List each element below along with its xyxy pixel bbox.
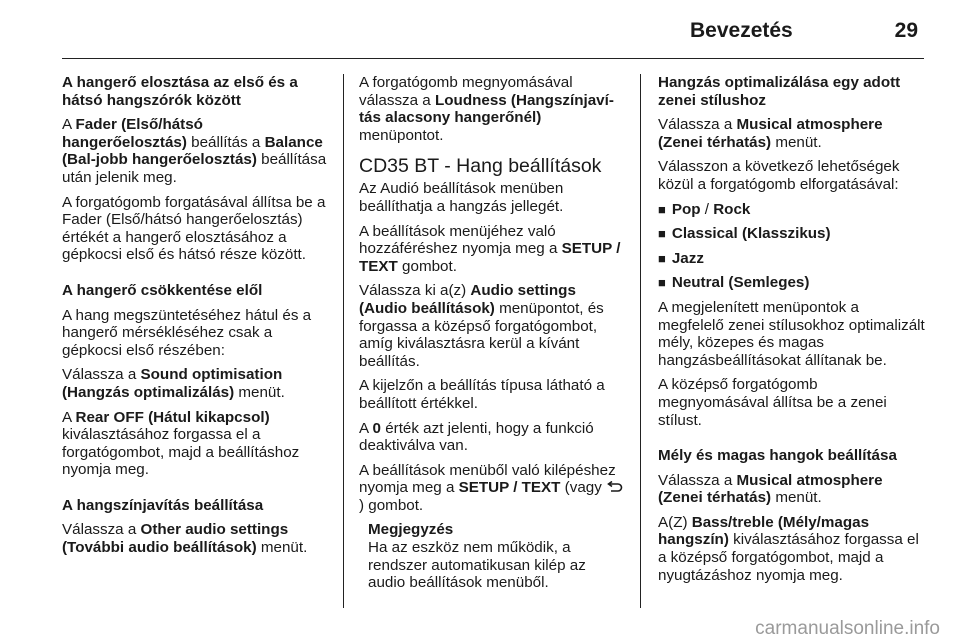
watermark: carmanualsonline.info: [755, 618, 940, 639]
back-arrow-icon: [606, 480, 624, 492]
column-3: [658, 74, 928, 591]
paragraph: A hang megszüntetéséhez hátul és a hangerő mérsékléséhez csak a gépkocsi első részében:: [62, 306, 312, 359]
paragraph: A beállítások menüjéhez való hozzáféréshez nyomja meg a SETUP / TEXT gombot.: [359, 222, 621, 275]
bullet-icon: ■: [658, 226, 666, 242]
paragraph: A beállítások menüből való kilépéshez nyomja meg a SETUP / TEXT (vagy ) gombot.: [359, 462, 627, 515]
paragraph: A kijelzőn a beállítás típusa látható a beállított értékkel.: [359, 377, 605, 412]
page-number: 29: [894, 19, 918, 42]
paragraph: Válasszon a következő lehetőségek közül a forgatógomb elforgatásával:: [658, 158, 900, 193]
header-rule: [62, 58, 924, 59]
section-heading-fader: A hangerő elosztása az első és a hátsó hangszórók között: [62, 74, 298, 109]
section-heading-music-style: Hangzás optimalizálása egy adott zenei stílushoz: [658, 74, 901, 109]
paragraph: A megjelenített menüpontok a megfelelő zenei stílusokhoz optimalizált mély, közepes és magas hangzásbeállításokat állítanak be.: [658, 298, 925, 369]
paragraph: A forgatógomb forgatásával állítsa be a Fader (Első/hátsó hangerőelosztás) értékét a hangerő elosztásához a gépkocsi első és hátsó része között.: [62, 193, 326, 264]
list-item: ■ Classical (Klasszikus): [658, 225, 831, 243]
paragraph: Válassza a Musical atmosphere (Zenei térhatás) menüt.: [658, 471, 883, 507]
section-heading-bass-treble: Mély és magas hangok beállítása: [658, 447, 897, 465]
paragraph: Válassza a Sound optimisation (Hangzás optimalizálás) menüt.: [62, 366, 285, 401]
paragraph: Az Audió beállítások menüben beállíthatja a hangzás jellegét.: [359, 180, 564, 215]
section-heading-rear-off: A hangerő csökkentése elől: [62, 281, 263, 299]
section-title-cd35: CD35 BT - Hang beállítások: [359, 155, 602, 178]
column-1: [62, 74, 332, 564]
paragraph: A középső forgatógomb megnyomásával állítsa be a zenei stílust.: [658, 376, 887, 429]
column-divider-2: [640, 74, 641, 608]
column-divider-1: [343, 74, 344, 608]
list-item: ■ Pop / Rock: [658, 200, 751, 218]
paragraph: A forgatógomb megnyomásával válassza a Loudness (Hangszínjavítás alacsony hangerőnél) menüpontot.: [359, 74, 614, 144]
note-text: Ha az eszköz nem működik, a rendszer automatikusan kilép az audio beállítások menüből.: [368, 539, 586, 592]
list-item: ■ Jazz: [658, 249, 704, 267]
bullet-icon: ■: [658, 201, 666, 217]
list-item: ■ Neutral (Semleges): [658, 274, 810, 292]
paragraph: A Fader (Első/hátsó hangerőelosztás) beállítás a Balance (Bal-jobb hangerőelosztás) beállítása után jelenik meg.: [62, 116, 327, 186]
paragraph: Válassza a Musical atmosphere (Zenei térhatás) menüt.: [658, 116, 883, 151]
column-2: [359, 74, 627, 599]
bullet-icon: ■: [658, 275, 666, 291]
section-heading-loudness: A hangszínjavítás beállítása: [62, 496, 264, 514]
paragraph: Válassza ki a(z) Audio settings (Audio beállítások) menüpontot, és forgassa a középső forgatógombot, amíg kiválasztásra kerül a kívánt beállítás.: [359, 282, 604, 370]
page-header-title: Bevezetés: [690, 19, 793, 42]
bullet-icon: ■: [658, 250, 666, 266]
paragraph: Válassza a Other audio settings (További audio beállítások) menüt.: [62, 521, 308, 557]
note-title: Megjegyzés: [368, 521, 454, 539]
paragraph: A(Z) Bass/treble (Mély/magas hangszín) kiválasztásához forgassa el a középső forgatógombot, majd a nyugtázáshoz nyomja meg.: [658, 513, 919, 584]
paragraph: A 0 érték azt jelenti, hogy a funkció deaktiválva van.: [359, 419, 594, 455]
paragraph: A Rear OFF (Hátul kikapcsol) kiválasztásához forgassa el a forgatógombot, majd a beállításhoz nyomja meg.: [62, 408, 300, 479]
note-box: [368, 521, 627, 591]
